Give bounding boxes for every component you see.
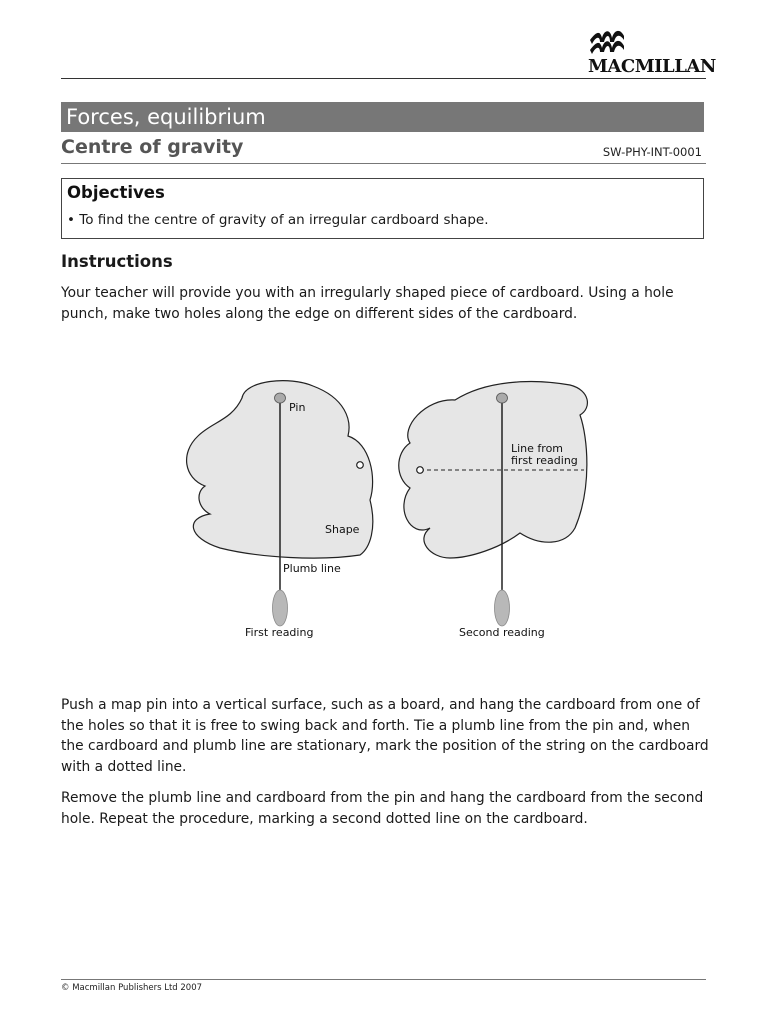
label-plumb-line: Plumb line [283,562,341,575]
footer-rule [61,979,706,980]
objectives-heading: Objectives [67,183,165,202]
publisher-name: MACMILLAN [588,56,716,77]
subtitle-rule [61,163,706,164]
hole-icon [417,467,424,474]
page-title: Forces, equilibrium [61,102,704,132]
plumb-bob-icon [495,590,510,626]
label-line-from-2: first reading [511,454,578,467]
instructions-heading: Instructions [61,252,173,271]
centre-of-gravity-diagram [170,378,600,648]
publisher-logo [588,26,716,77]
label-shape: Shape [325,523,360,536]
page-subtitle: Centre of gravity [61,136,244,158]
macmillan-logo-icon [588,26,628,56]
label-second-reading: Second reading [459,626,545,639]
header-rule [61,78,706,79]
plumb-bob-icon [273,590,288,626]
objectives-box [61,178,704,239]
label-pin: Pin [289,401,306,414]
hole-icon [357,462,364,469]
instruction-paragraph-3: Remove the plumb line and cardboard from the pin and hang the cardboard from the second hole. Repeat the procedure, marking a second dotted line on the cardboard. [61,790,704,827]
copyright: © Macmillan Publishers Ltd 2007 [61,983,203,993]
label-first-reading: First reading [245,626,314,639]
instruction-paragraph-1: Your teacher will provide you with an irregularly shaped piece of cardboard. Using a hole punch, make two holes along the edge on different sides of the cardboard. [61,285,674,322]
document-code: SW-PHY-INT-0001 [602,145,702,159]
instruction-paragraph-2: Push a map pin into a vertical surface, such as a board, and hang the cardboard from one of the holes so that it is free to swing back and forth. Tie a plumb line from the pin and, when the cardboard and plumb line are stationary, mark the position of the string on the cardboard with a dotted line. [61,697,709,776]
pin-icon [497,393,508,403]
objective-item: • To find the centre of gravity of an irregular cardboard shape. [67,212,489,228]
label-line-from-1: Line from [511,442,564,455]
pin-icon [275,393,286,403]
